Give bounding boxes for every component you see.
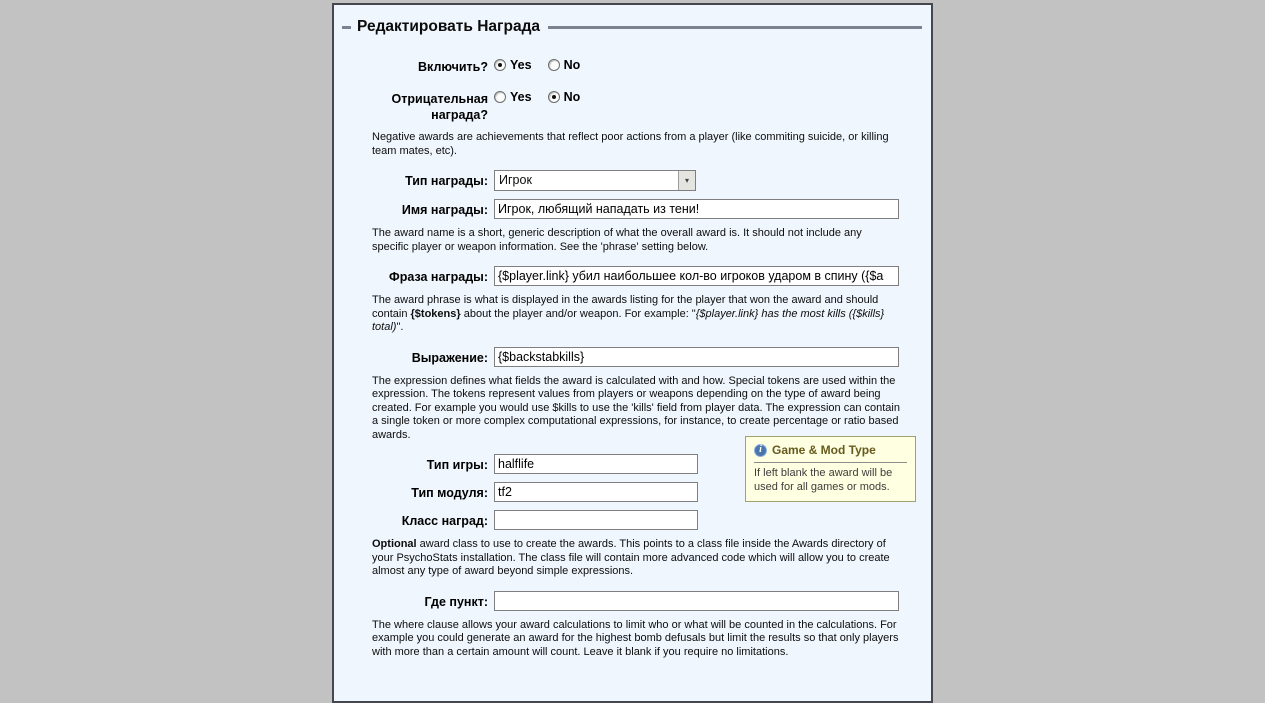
panel-legend: [342, 18, 923, 36]
enable-yes-label[interactable]: Yes: [510, 58, 532, 72]
game-type-label: Тип игры:: [426, 458, 488, 472]
info-box-header: [754, 443, 907, 457]
info-icon: i: [754, 444, 767, 457]
award-class-label: Класс наград:: [401, 514, 488, 528]
info-box-separator: [754, 462, 907, 463]
award-type-select[interactable]: [494, 170, 696, 191]
chevron-down-icon[interactable]: ▾: [678, 171, 695, 190]
award-type-label: Тип награды:: [405, 174, 488, 188]
enable-no-radio[interactable]: [548, 59, 560, 71]
award-class-help: [372, 538, 901, 579]
enable-radio-group: [494, 56, 901, 72]
negative-award-label: Отрицательная награда?: [391, 92, 488, 122]
award-phrase-help: [372, 294, 901, 335]
expression-input[interactable]: [494, 347, 899, 367]
negative-no-label[interactable]: No: [563, 90, 581, 104]
award-name-label: Имя награды:: [401, 203, 488, 217]
negative-yes-radio[interactable]: [494, 91, 506, 103]
where-clause-input[interactable]: [494, 591, 899, 611]
enable-no-label[interactable]: No: [563, 58, 581, 72]
award-class-help-text: award class to use to create the awards. This points to a class file inside the Awards directory of your PsychoStats installation. The class file will contain more advanced code which will allow you to create almost any type of award beyond simple expressions.: [372, 538, 890, 577]
negative-award-row: [372, 88, 901, 123]
award-class-help-bold: Optional: [372, 538, 417, 550]
enable-yes-radio[interactable]: [494, 59, 506, 71]
negative-award-help: Negative awards are achievements that reflect poor actions from a player (like commiting suicide, or killing team mates, etc).: [372, 131, 889, 157]
info-box-body: If left blank the award will be used for all games or mods.: [754, 467, 893, 493]
award-phrase-row: [372, 266, 901, 286]
mod-type-label: Тип модуля:: [411, 486, 488, 500]
title-rule-right: [548, 26, 922, 29]
mod-type-input[interactable]: [494, 482, 698, 502]
award-name-row: [372, 199, 901, 219]
edit-award-panel: [332, 3, 933, 703]
page-title: Редактировать Награда: [357, 18, 541, 35]
award-phrase-help-tokens: {$tokens}: [410, 307, 461, 320]
title-rule-left: [342, 26, 351, 29]
expression-row: [372, 347, 901, 367]
where-clause-help: The where clause allows your award calculations to limit who or what will be counted in the calculations. For example you could generate an award for the highest bomb defusals but limit the results so that only players with more than a certain amount will count. Leave it blank if you require no limitations.: [372, 618, 899, 658]
expression-label: Выражение:: [411, 350, 488, 365]
award-phrase-help-text3: ".: [396, 321, 404, 333]
award-phrase-help-text2: about the player and/or weapon. For example: ": [460, 307, 696, 320]
award-class-input[interactable]: [494, 510, 698, 530]
game-type-input[interactable]: [494, 454, 698, 474]
desktop: [0, 3, 1265, 658]
game-mod-info-box: [745, 436, 916, 502]
award-phrase-input[interactable]: [494, 266, 899, 286]
award-class-row: [372, 510, 901, 530]
award-phrase-label: Фраза награды:: [389, 270, 488, 284]
negative-yes-label[interactable]: Yes: [510, 90, 532, 104]
negative-no-radio[interactable]: [548, 91, 560, 103]
enable-row: [372, 56, 901, 75]
where-clause-label: Где пункт:: [424, 594, 488, 609]
edit-award-form: [334, 36, 931, 659]
award-type-selected-value: Игрок: [499, 173, 532, 187]
enable-label: Включить?: [418, 60, 488, 74]
award-name-help: The award name is a short, generic description of what the overall award is. It should not include any specific player or weapon information. See the 'phrase' setting below.: [372, 227, 862, 253]
award-name-input[interactable]: [494, 199, 899, 219]
expression-help: The expression defines what fields the award is calculated with and how. Special tokens are used within the expression. The tokens represent values from players or weapons depending on the type of award being created. For example you would use $kills to use the 'kills' field from player data. The expression can contain a single token or more complex computational expressions, for instance, to create percentage or ratio based awards.: [372, 374, 900, 441]
award-type-row: [372, 170, 901, 191]
award-phrase-help-example: {$player.link} has the most kills ({$kills} total): [372, 307, 885, 333]
negative-award-radio-group: [494, 88, 901, 104]
award-phrase-help-text: The award phrase is what is displayed in the awards listing for the player that won the award and should contain: [372, 294, 879, 320]
info-box-title: Game & Mod Type: [772, 443, 876, 457]
where-clause-row: [372, 591, 901, 611]
